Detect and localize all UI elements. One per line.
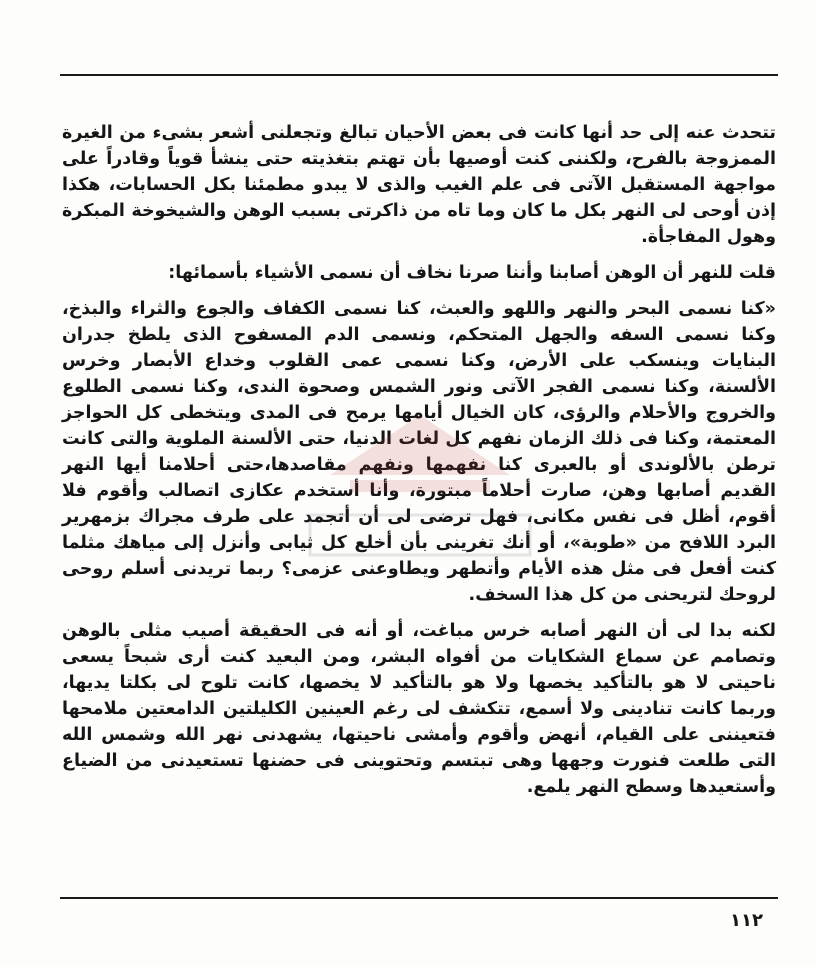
body-text [62, 120, 776, 810]
top-rule [60, 74, 778, 76]
paragraph-4: لكنه بدا لى أن النهر أصابه خرس مباغت، أو أنه فى الحقيقة أصيب مثلى بالوهن وتصامم عن سماع الشكايات من أفواه البشر، ومن البعيد كنت أرى شبحاً يسعى ناحيتى لا هو بالتأكيد يخصها ولا هو بالتأكيد لا يخصها، كانت تلوح لى بكلتا يديها، وربما كانت تنادينى ولا أسمع، تتكشف لى رغم العينين الكليلتين الدامعتين ملامحها فتعيننى على القيام، أنهض وأقوم وأمشى ناحيتها، يشهدنى نهر الله وشمس الله التى طلعت فنورت وجهها وهى تبتسم وتحتوينى فى حضنها تستعيدنى من الضياع وأستعيدها وسطح النهر يلمع. [62, 621, 776, 797]
bottom-rule [60, 897, 778, 899]
paragraph-2: قلت للنهر أن الوهن أصابنا وأننا صرنا نخاف أن نسمى الأشياء بأسمائها: [168, 263, 776, 283]
page-number: ١١٢ [730, 910, 763, 931]
paragraph-1: تتحدث عنه إلى حد أنها كانت فى بعض الأحيان تبالغ وتجعلنى أشعر بشىء من الغيرة الممزوجة بالفرح، ولكننى كنت أوصيها بأن تهتم بتغذيته حتى ينشأ قوياً وقادراً على مواجهة المستقبل الآتى فى علم الغيب والذى لا يبدو مطمئنا بكل الحسابات، هكذا إذن أوحى لى النهر بكل ما كان وما تاه من ذاكرتى بسبب الوهن والشيخوخة المبكرة وهول المفاجأة. [62, 123, 776, 247]
paragraph-3: «كنا نسمى البحر والنهر واللهو والعبث، كنا نسمى الكفاف والجوع والثراء والبذخ، وكنا نسمى السفه والجهل المتحكم، ونسمى الدم المسفوح الذى يلطخ جدران البنايات وينسكب على الأرض، وكنا نسمى عمى القلوب وخداع الأبصار وخرس الألسنة، وكنا نسمى الفجر الآتى ونور الشمس وصحوة الندى، وكنا نسمى الطلوع والخروج والأحلام والرؤى، كان الخيال أيامها يرمح فى المدى ويتخطى كل الحواجز المعتمة، وكنا فى ذلك الزمان نفهم كل لغات الدنيا، حتى الألسنة الملوية والتى كانت ترطن بالألوندى أو بالعبرى كنا نفهمها ونفهم مقاصدها،حتى أحلامنا أيها النهر القديم أصابها وهن، صارت أحلاماً مبتورة، وأنا أستخدم عكازى اتصالب وأقوم فلا أقوم، أظل فى نفس مكانى، فهل ترضى لى أن أتجمد على طرف مجراك بزمهرير البرد اللافح من «طوبة»، أو أنك تغرينى بأن أخلع كل ثيابى وأنزل إلى مياهك مثلما كنت أفعل فى مثل هذه الأيام وأتطهر ويطاوعنى عزمى؟ ربما تريدنى أسلم روحى لروحك لتريحنى من كل هذا السخف. [62, 299, 776, 605]
